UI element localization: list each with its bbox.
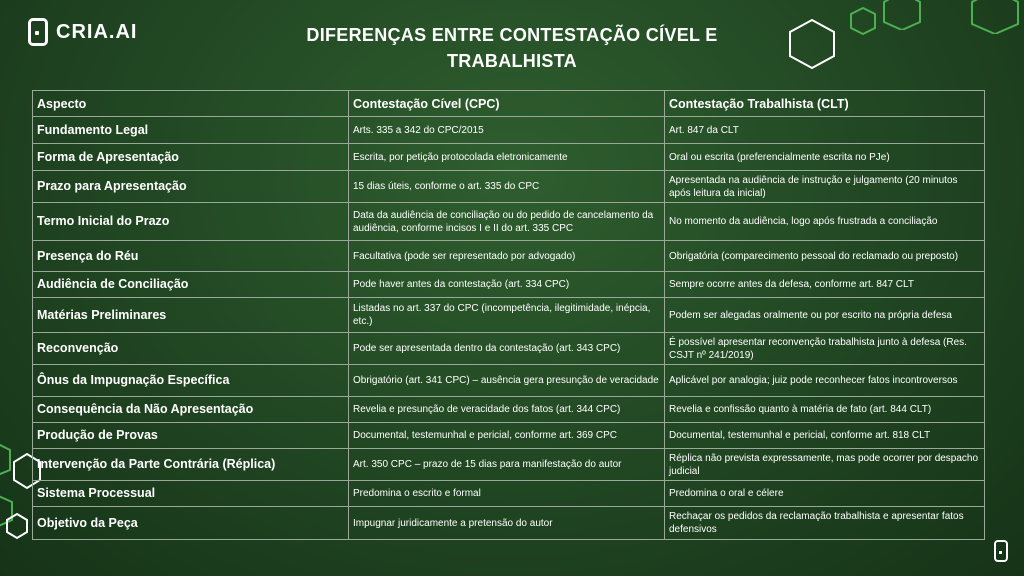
hexagon-partial-icon [966, 0, 1024, 34]
logo-icon [28, 18, 48, 46]
table-row [33, 397, 985, 423]
trabalhista-cell: Sempre ocorre antes da defesa, conforme art. 847 CLT [665, 272, 985, 298]
trabalhista-cell: Oral ou escrita (preferencialmente escrita no PJe) [665, 144, 985, 171]
hexagon-outline-icon [784, 16, 840, 72]
table-row [33, 144, 985, 171]
aspect-cell: Audiência de Conciliação [33, 272, 349, 298]
header-civel: Contestação Cível (CPC) [349, 91, 665, 117]
header-trabalhista: Contestação Trabalhista (CLT) [665, 91, 985, 117]
trabalhista-cell: Réplica não prevista expressamente, mas pode ocorrer por despacho judicial [665, 449, 985, 481]
trabalhista-cell: Predomina o oral e célere [665, 481, 985, 507]
aspect-cell: Fundamento Legal [33, 117, 349, 144]
civel-cell: Impugnar juridicamente a pretensão do autor [349, 507, 665, 540]
comparison-table [32, 90, 985, 540]
aspect-cell: Forma de Apresentação [33, 144, 349, 171]
table-row [33, 507, 985, 540]
trabalhista-cell: Art. 847 da CLT [665, 117, 985, 144]
table-row [33, 333, 985, 365]
table-row [33, 203, 985, 241]
hexagon-partial-icon [880, 0, 924, 30]
civel-cell: Revelia e presunção de veracidade dos fatos (art. 344 CPC) [349, 397, 665, 423]
aspect-cell: Intervenção da Parte Contrária (Réplica) [33, 449, 349, 481]
table-row [33, 449, 985, 481]
table-row [33, 298, 985, 333]
table-row [33, 365, 985, 397]
aspect-cell: Produção de Provas [33, 423, 349, 449]
brand-logo [28, 18, 137, 46]
civel-cell: Data da audiência de conciliação ou do pedido de cancelamento da audiência, conforme incisos I e II do art. 335 CPC [349, 203, 665, 241]
aspect-cell: Reconvenção [33, 333, 349, 365]
trabalhista-cell: Apresentada na audiência de instrução e julgamento (20 minutos após leitura da inicial) [665, 171, 985, 203]
hexagon-small-icon [4, 512, 30, 540]
header-aspect: Aspecto [33, 91, 349, 117]
trabalhista-cell: Rechaçar os pedidos da reclamação trabalhista e apresentar fatos defensivos [665, 507, 985, 540]
table-row [33, 423, 985, 449]
trabalhista-cell: Documental, testemunhal e pericial, conforme art. 818 CLT [665, 423, 985, 449]
civel-cell: Documental, testemunhal e pericial, conforme art. 369 CPC [349, 423, 665, 449]
aspect-cell: Presença do Réu [33, 241, 349, 272]
civel-cell: Arts. 335 a 342 do CPC/2015 [349, 117, 665, 144]
trabalhista-cell: Obrigatória (comparecimento pessoal do reclamado ou preposto) [665, 241, 985, 272]
trabalhista-cell: Podem ser alegadas oralmente ou por escrito na própria defesa [665, 298, 985, 333]
table-row [33, 241, 985, 272]
trabalhista-cell: No momento da audiência, logo após frustrada a conciliação [665, 203, 985, 241]
aspect-cell: Ônus da Impugnação Específica [33, 365, 349, 397]
table-row [33, 117, 985, 144]
civel-cell: Predomina o escrito e formal [349, 481, 665, 507]
table-row [33, 481, 985, 507]
civel-cell: Pode haver antes da contestação (art. 334 CPC) [349, 272, 665, 298]
civel-cell: 15 dias úteis, conforme o art. 335 do CPC [349, 171, 665, 203]
logo-text: CRIA.AI [56, 20, 138, 43]
civel-cell: Listadas no art. 337 do CPC (incompetência, ilegitimidade, inépcia, etc.) [349, 298, 665, 333]
aspect-cell: Objetivo da Peça [33, 507, 349, 540]
civel-cell: Pode ser apresentada dentro da contestação (art. 343 CPC) [349, 333, 665, 365]
aspect-cell: Termo Inicial do Prazo [33, 203, 349, 241]
page-title: DIFERENÇAS ENTRE CONTESTAÇÃO CÍVEL E TRABALHISTA [306, 25, 718, 71]
hexagon-small-icon [848, 6, 878, 36]
aspect-cell: Prazo para Apresentação [33, 171, 349, 203]
logo-icon [994, 540, 1008, 562]
civel-cell: Escrita, por petição protocolada eletronicamente [349, 144, 665, 171]
aspect-cell: Sistema Processual [33, 481, 349, 507]
table-row [33, 272, 985, 298]
trabalhista-cell: Aplicável por analogia; juiz pode reconhecer fatos incontroversos [665, 365, 985, 397]
aspect-cell: Matérias Preliminares [33, 298, 349, 333]
civel-cell: Facultativa (pode ser representado por advogado) [349, 241, 665, 272]
table-header-row [33, 91, 985, 117]
civel-cell: Art. 350 CPC – prazo de 15 dias para manifestação do autor [349, 449, 665, 481]
aspect-cell: Consequência da Não Apresentação [33, 397, 349, 423]
civel-cell: Obrigatório (art. 341 CPC) – ausência gera presunção de veracidade [349, 365, 665, 397]
trabalhista-cell: É possível apresentar reconvenção trabalhista junto à defesa (Res. CSJT nº 241/2019) [665, 333, 985, 365]
table-row [33, 171, 985, 203]
trabalhista-cell: Revelia e confissão quanto à matéria de fato (art. 844 CLT) [665, 397, 985, 423]
